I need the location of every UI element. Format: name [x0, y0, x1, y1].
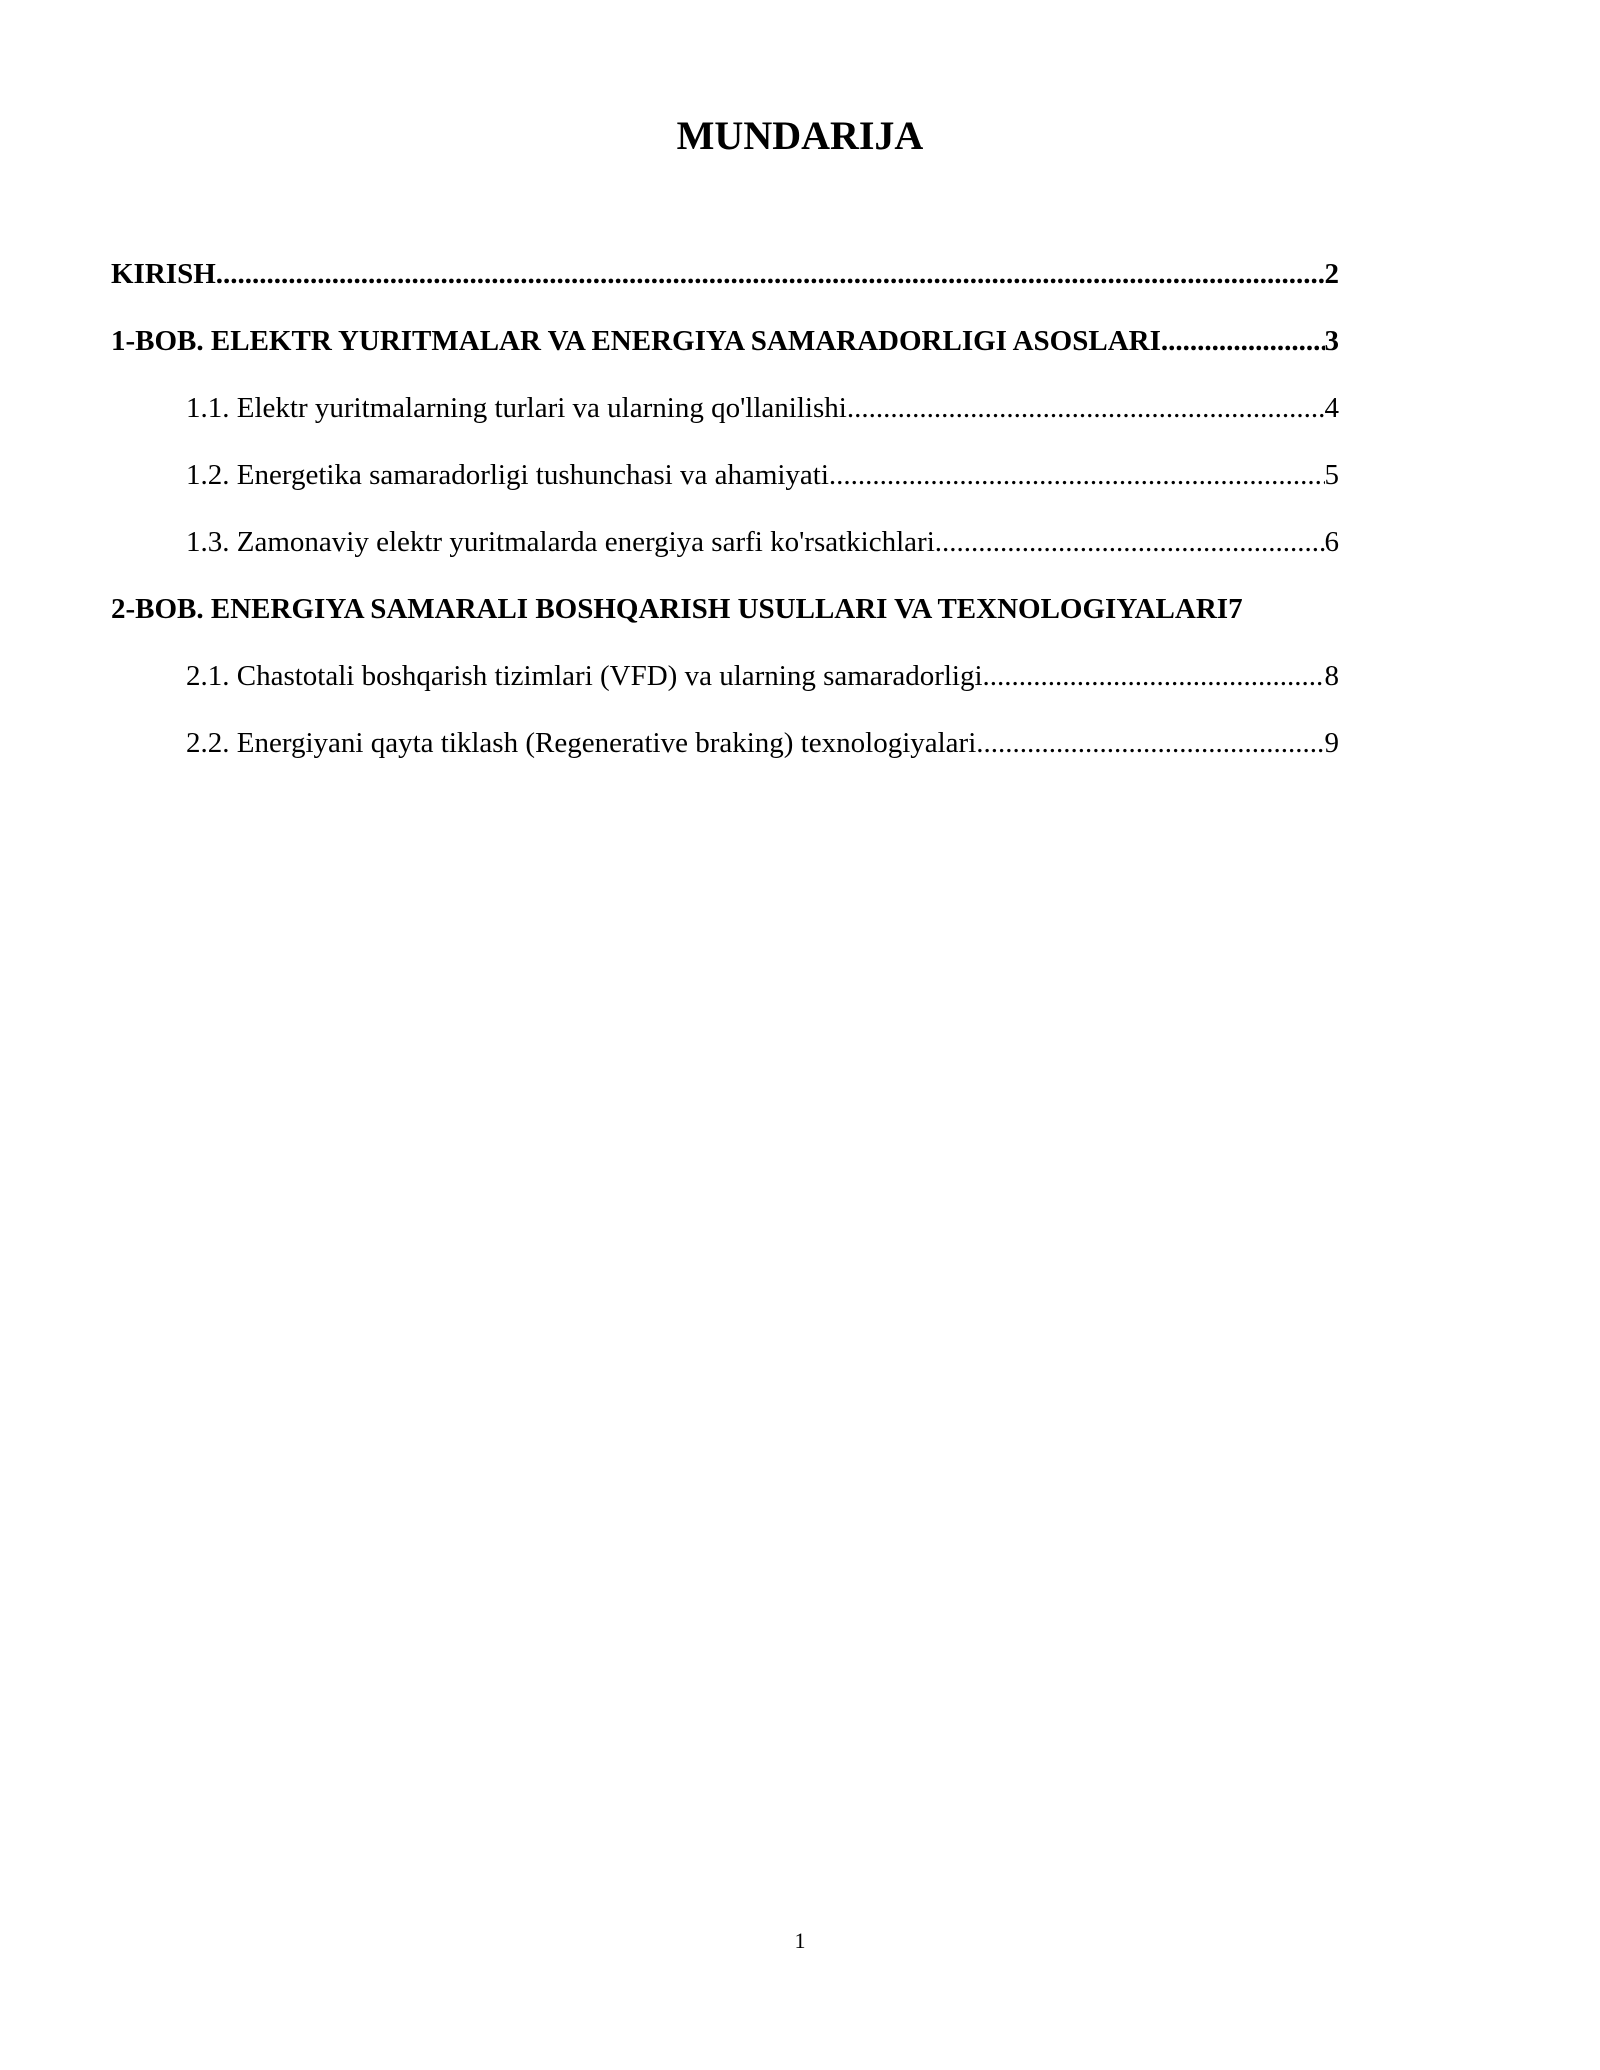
- toc-entry-chapter-1[interactable]: [111, 321, 1339, 361]
- toc-entry-label: 2-BOB. ENERGIYA SAMARALI BOSHQARISH USULLARI VA TEXNOLOGIYALARI: [111, 593, 1229, 625]
- toc-dot-leader: [1161, 321, 1325, 361]
- toc-entry-1-1[interactable]: [111, 388, 1339, 428]
- toc-entry-label: KIRISH: [111, 254, 216, 294]
- toc-entry-label: 1.2. Energetika samaradorligi tushunchasi va ahamiyati: [186, 455, 829, 495]
- toc-entry-chapter-2[interactable]: [111, 589, 1243, 629]
- page-title: MUNDARIJA: [676, 113, 924, 158]
- toc-dot-leader: [829, 455, 1325, 495]
- toc-entry-label: 1.1. Elektr yuritmalarning turlari va ularning qo'llanilishi: [186, 388, 847, 428]
- toc-entry-label: 2.2. Energiyani qayta tiklash (Regenerative braking) texnologiyalari: [186, 723, 976, 763]
- toc-dot-leader: [935, 522, 1325, 562]
- toc-entry-page: 9: [1325, 723, 1340, 763]
- toc-entry-page: 8: [1325, 656, 1340, 696]
- toc-entry-1-2[interactable]: [111, 455, 1339, 495]
- toc-entry-kirish[interactable]: [111, 254, 1339, 294]
- toc-entry-page: 6: [1325, 522, 1340, 562]
- toc-entry-page: 5: [1325, 455, 1340, 495]
- toc-entry-label: 2.1. Chastotali boshqarish tizimlari (VFD) va ularning samaradorligi: [186, 656, 983, 696]
- toc-dot-leader: [983, 656, 1325, 696]
- toc-dot-leader: [976, 723, 1324, 763]
- toc-dot-leader: [216, 254, 1325, 294]
- toc-entry-label: 1.3. Zamonaviy elektr yuritmalarda energiya sarfi ko'rsatkichlari: [186, 522, 935, 562]
- toc-entry-page: 2: [1325, 254, 1340, 294]
- page-number: 1: [794, 1928, 806, 1953]
- toc-entry-label: 1-BOB. ELEKTR YURITMALAR VA ENERGIYA SAMARADORLIGI ASOSLARI: [111, 321, 1161, 361]
- toc-entry-2-2[interactable]: [111, 723, 1339, 763]
- toc-entry-page: 7: [1228, 593, 1243, 625]
- toc-entry-2-1[interactable]: [111, 656, 1339, 696]
- toc-entry-1-3[interactable]: [111, 522, 1339, 562]
- toc-entry-page: 4: [1325, 388, 1340, 428]
- toc-entry-page: 3: [1325, 321, 1340, 361]
- toc-dot-leader: [847, 388, 1325, 428]
